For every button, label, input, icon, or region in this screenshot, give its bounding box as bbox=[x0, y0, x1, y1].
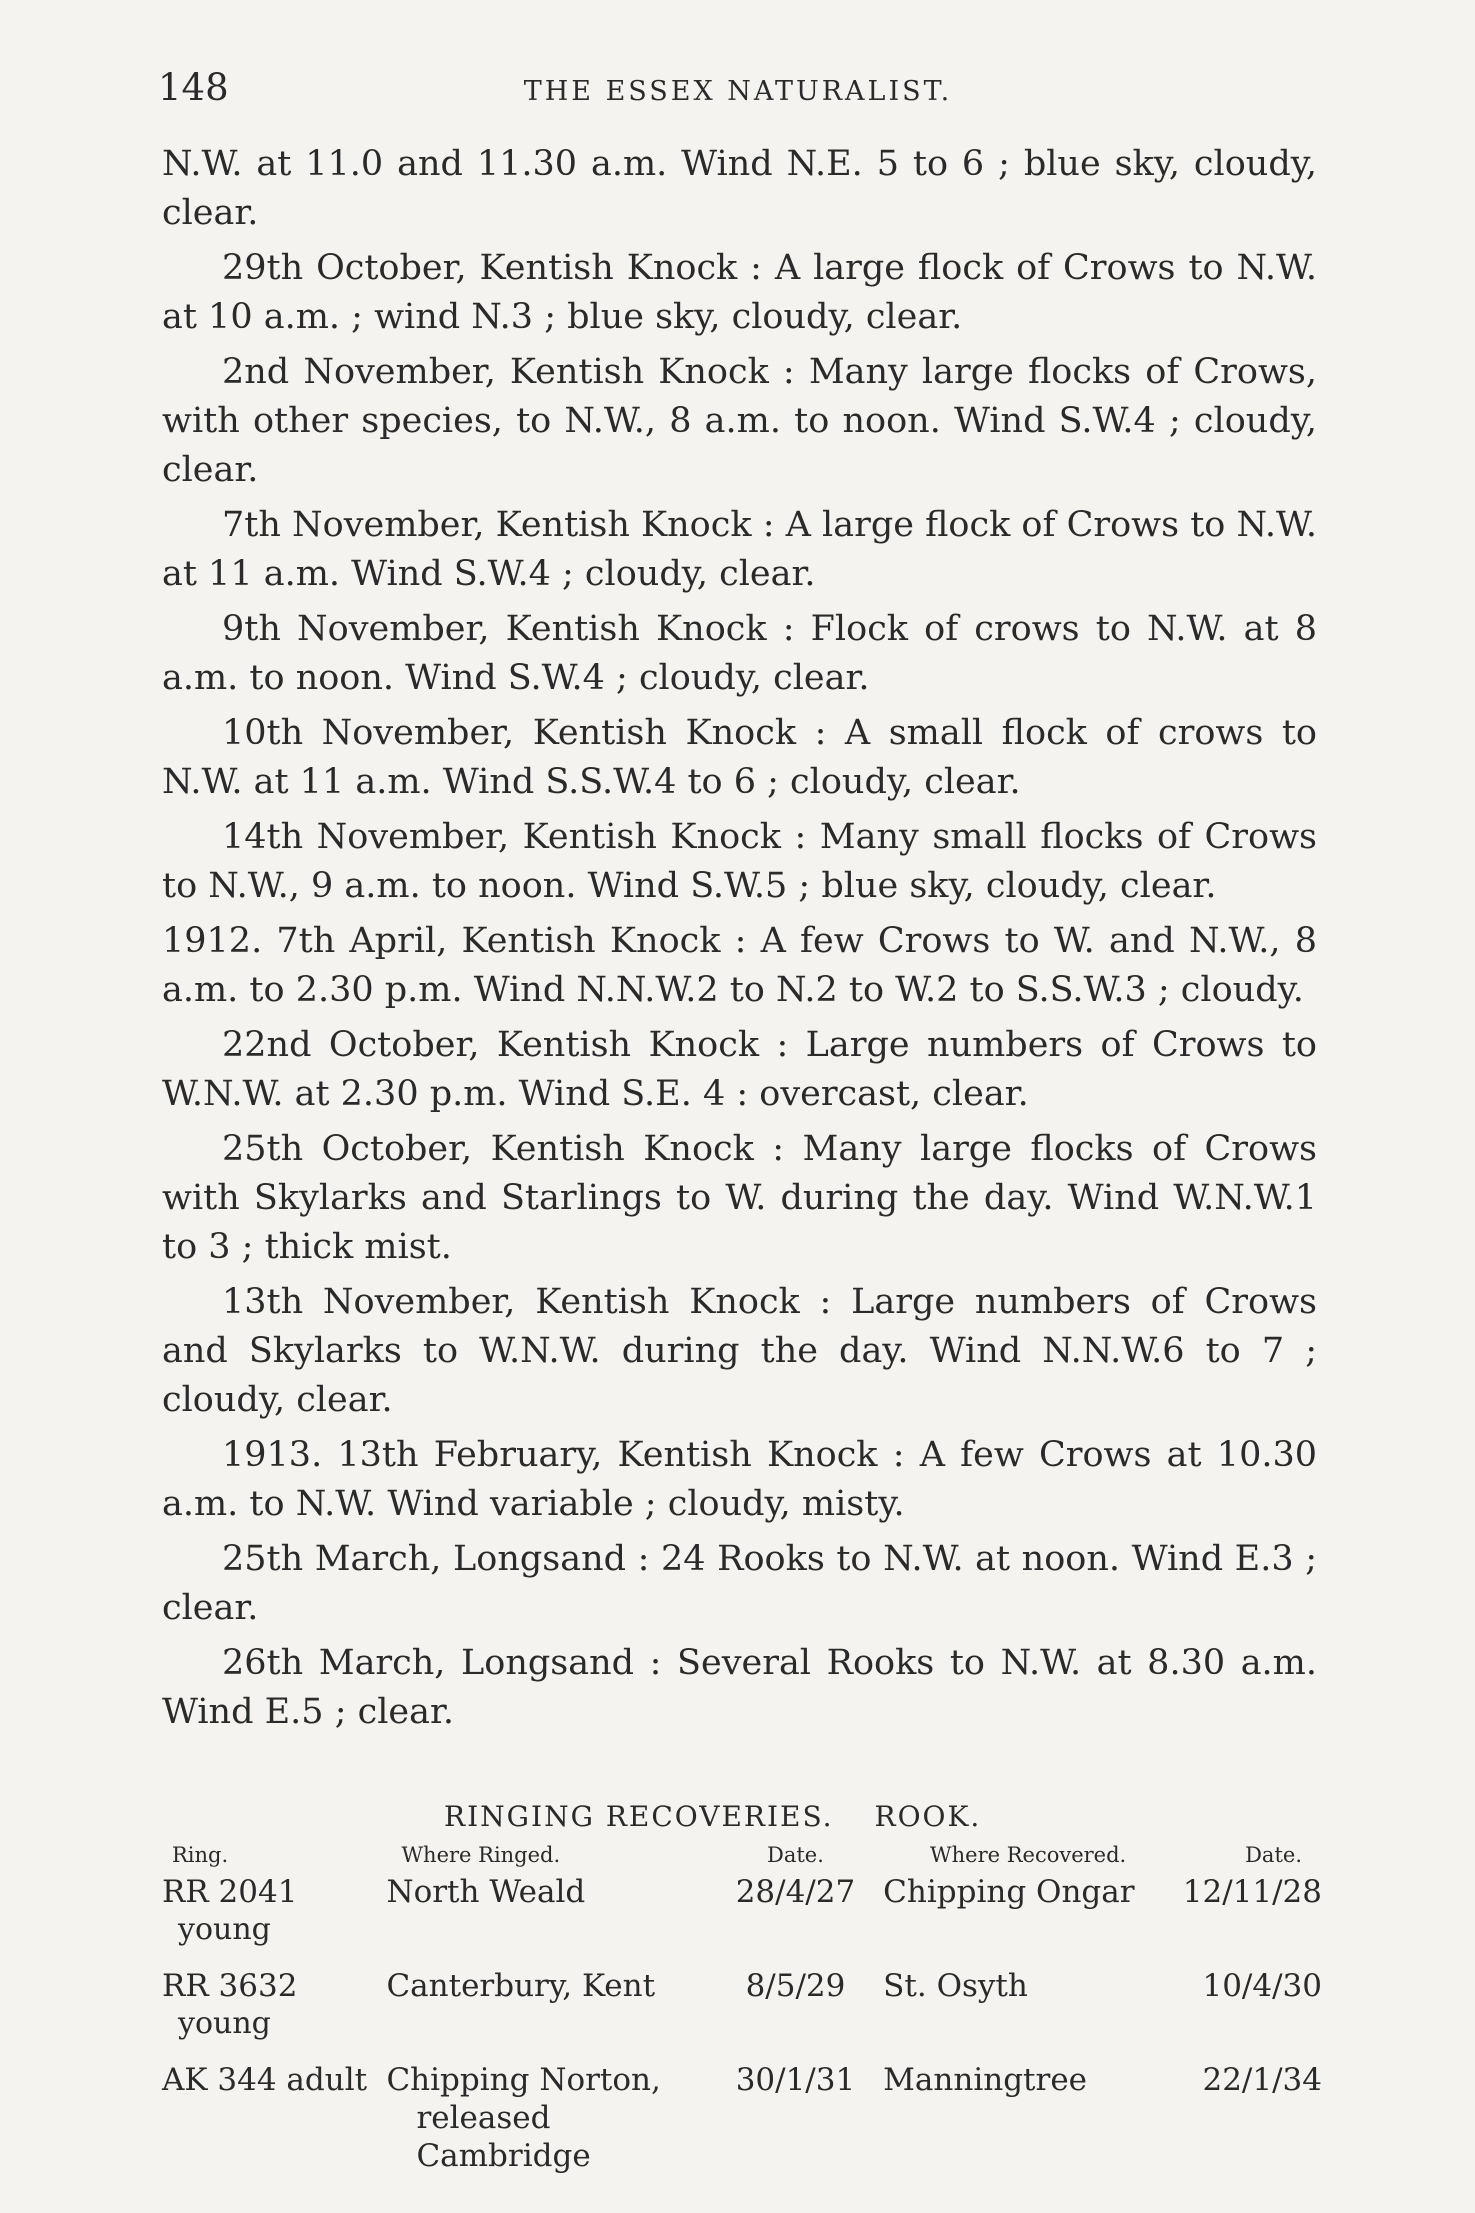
paragraph: 25th October, Kentish Knock : Many large flocks of Crows with Skylarks and Starlings to W. during the day. Wind W.N.W.1 to 3 ; thick mist. bbox=[162, 1129, 1317, 1267]
col-header-date-ringed: Date. bbox=[767, 1843, 824, 1867]
table-row-sub bbox=[162, 1911, 1322, 1949]
species-heading: ROOK. bbox=[874, 1800, 982, 1833]
body-text bbox=[162, 140, 1317, 1743]
cell-note: released Cambridge bbox=[416, 2100, 591, 2174]
cell-where-ringed: Canterbury, Kent bbox=[386, 1968, 656, 2004]
cell-note bbox=[386, 1911, 707, 1949]
cell-where-ringed: North Weald bbox=[386, 1874, 586, 1910]
cell-where-recovered: Chipping Ongar bbox=[883, 1874, 1135, 1910]
ringing-heading: RINGING RECOVERIES. bbox=[444, 1800, 834, 1833]
table-header-row bbox=[162, 1843, 1322, 1873]
paragraph: 2nd November, Kentish Knock : Many large flocks of Crows, with other species, to N.W., 8 a.m. to noon. Wind S.W.4 ; cloudy, clear. bbox=[162, 352, 1317, 490]
cell-ring: AK 344 adult bbox=[162, 2062, 368, 2098]
table-row-sub bbox=[162, 2005, 1322, 2043]
ringing-table bbox=[162, 1843, 1322, 2175]
cell-ring: RR 3632 bbox=[162, 1968, 298, 2004]
paragraph: 9th November, Kentish Knock : Flock of crows to N.W. at 8 a.m. to noon. Wind S.W.4 ; cloudy, clear. bbox=[162, 609, 1317, 698]
page-header bbox=[158, 66, 1318, 116]
cell-date-ringed: 28/4/27 bbox=[735, 1874, 856, 1910]
cell-age: young bbox=[178, 2006, 271, 2041]
cell-date-ringed: 8/5/29 bbox=[745, 1968, 846, 2004]
table-row bbox=[162, 2061, 1322, 2099]
page-number: 148 bbox=[158, 66, 229, 109]
col-header-ring: Ring. bbox=[172, 1843, 229, 1867]
paragraph: 7th November, Kentish Knock : A large flock of Crows to N.W. at 11 a.m. Wind S.W.4 ; cloudy, clear. bbox=[162, 505, 1317, 594]
table-row bbox=[162, 1873, 1322, 1911]
ringing-recoveries-section bbox=[162, 1800, 1322, 2175]
paragraph: N.W. at 11.0 and 11.30 a.m. Wind N.E. 5 to 6 ; blue sky, cloudy, clear. bbox=[162, 144, 1317, 233]
col-header-where-ringed: Where Ringed. bbox=[401, 1843, 561, 1867]
cell-where-ringed: Chipping Norton, bbox=[386, 2062, 661, 2098]
paragraph: 13th November, Kentish Knock : Large numbers of Crows and Skylarks to W.N.W. during the day. Wind N.N.W.6 to 7 ; cloudy, clear. bbox=[162, 1282, 1317, 1420]
cell-where-recovered: St. Osyth bbox=[883, 1968, 1028, 2004]
col-header-where-recovered: Where Recovered. bbox=[930, 1843, 1127, 1867]
ringing-title bbox=[162, 1800, 1322, 1833]
paragraph: 29th October, Kentish Knock : A large flock of Crows to N.W. at 10 a.m. ; wind N.3 ; blue sky, cloudy, clear. bbox=[162, 248, 1317, 337]
table-row bbox=[162, 1967, 1322, 2005]
cell-date-recovered: 12/11/28 bbox=[1182, 1874, 1322, 1910]
paragraph: 25th March, Longsand : 24 Rooks to N.W. at noon. Wind E.3 ; clear. bbox=[162, 1539, 1317, 1628]
paragraph: 22nd October, Kentish Knock : Large numbers of Crows to W.N.W. at 2.30 p.m. Wind S.E. 4 : overcast, clear. bbox=[162, 1025, 1317, 1114]
cell-date-recovered: 10/4/30 bbox=[1202, 1968, 1322, 2004]
cell-ring: RR 2041 bbox=[162, 1874, 298, 1910]
running-title: THE ESSEX NATURALIST. bbox=[523, 76, 953, 107]
cell-age bbox=[162, 2099, 386, 2175]
paragraph: 26th March, Longsand : Several Rooks to N.W. at 8.30 a.m. Wind E.5 ; clear. bbox=[162, 1643, 1317, 1732]
paragraph: 1912. 7th April, Kentish Knock : A few Crows to W. and N.W., 8 a.m. to 2.30 p.m. Wind N.N.W.2 to N.2 to W.2 to S.S.W.3 ; cloudy. bbox=[162, 921, 1317, 1010]
cell-where-recovered: Manningtree bbox=[883, 2062, 1088, 2098]
cell-date-recovered: 22/1/34 bbox=[1202, 2062, 1322, 2098]
cell-note bbox=[386, 2005, 707, 2043]
paragraph: 1913. 13th February, Kentish Knock : A few Crows at 10.30 a.m. to N.W. Wind variable ; cloudy, misty. bbox=[162, 1435, 1317, 1524]
cell-age: young bbox=[178, 1912, 271, 1947]
cell-date-ringed: 30/1/31 bbox=[735, 2062, 856, 2098]
table-row-sub bbox=[162, 2099, 1322, 2175]
paragraph: 10th November, Kentish Knock : A small flock of crows to N.W. at 11 a.m. Wind S.S.W.4 to 6 ; cloudy, clear. bbox=[162, 713, 1317, 802]
col-header-date-recovered: Date. bbox=[1245, 1843, 1302, 1867]
paragraph: 14th November, Kentish Knock : Many small flocks of Crows to N.W., 9 a.m. to noon. Wind S.W.5 ; blue sky, cloudy, clear. bbox=[162, 817, 1317, 906]
